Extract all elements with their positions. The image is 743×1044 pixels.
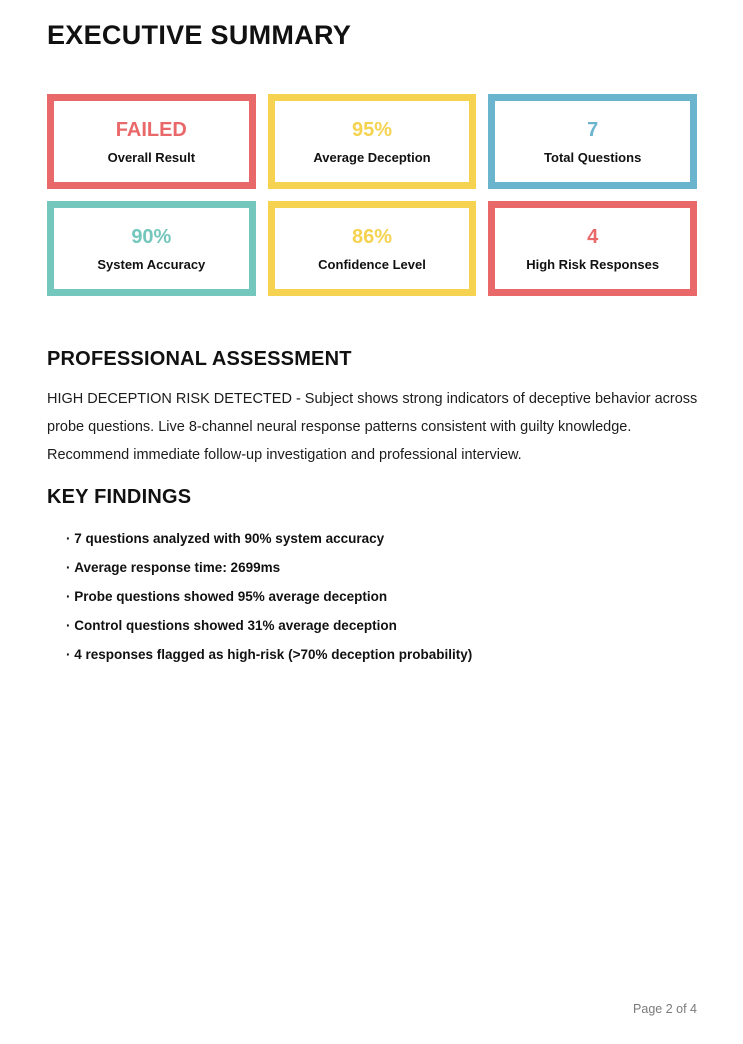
- assessment-heading: PROFESSIONAL ASSESSMENT: [47, 348, 352, 370]
- assessment-body: HIGH DECEPTION RISK DETECTED - Subject shows strong indicators of deceptive behavior across probe questions. Live 8-channel neural response patterns consistent with guilty knowledge. Recommend immediate follow-up investigation and professional interview.: [47, 391, 698, 463]
- findings-heading: KEY FINDINGS: [47, 486, 192, 508]
- metric-label-overall-result: Overall Result: [107, 149, 196, 165]
- metric-value-confidence-level: 86%: [351, 225, 392, 248]
- metric-card-overall-result: [47, 94, 256, 189]
- metric-label-system-accuracy: System Accuracy: [97, 256, 206, 272]
- metric-label-total-questions: Total Questions: [544, 149, 642, 165]
- metric-value-high-risk-responses: 4: [587, 225, 599, 248]
- page-number: Page 2 of 4: [633, 1002, 697, 1016]
- finding-item-questions-analyzed: · 7 questions analyzed with 90% system accuracy: [66, 531, 697, 546]
- metric-label-average-deception: Average Deception: [313, 149, 431, 165]
- page-title: EXECUTIVE SUMMARY: [47, 20, 352, 50]
- finding-item-control-deception: · Control questions showed 31% average deception: [66, 618, 697, 633]
- metric-card-average-deception: [268, 94, 477, 189]
- metric-card-confidence-level: [268, 201, 477, 296]
- metric-card-total-questions: [488, 94, 697, 189]
- metric-value-system-accuracy: 90%: [131, 225, 172, 248]
- finding-item-probe-deception: · Probe questions showed 95% average deception: [66, 589, 697, 604]
- metric-label-confidence-level: Confidence Level: [318, 256, 426, 272]
- metric-value-total-questions: 7: [587, 118, 599, 141]
- metric-value-average-deception: 95%: [351, 118, 392, 141]
- metrics-grid: [47, 94, 697, 296]
- finding-item-response-time: · Average response time: 2699ms: [66, 560, 697, 575]
- findings-list: [47, 531, 697, 662]
- metric-card-system-accuracy: [47, 201, 256, 296]
- finding-item-high-risk-flagged: · 4 responses flagged as high-risk (>70% deception probability): [66, 647, 697, 662]
- metric-label-high-risk-responses: High Risk Responses: [526, 256, 660, 272]
- metric-card-high-risk-responses: [488, 201, 697, 296]
- metric-value-overall-result: FAILED: [115, 118, 187, 141]
